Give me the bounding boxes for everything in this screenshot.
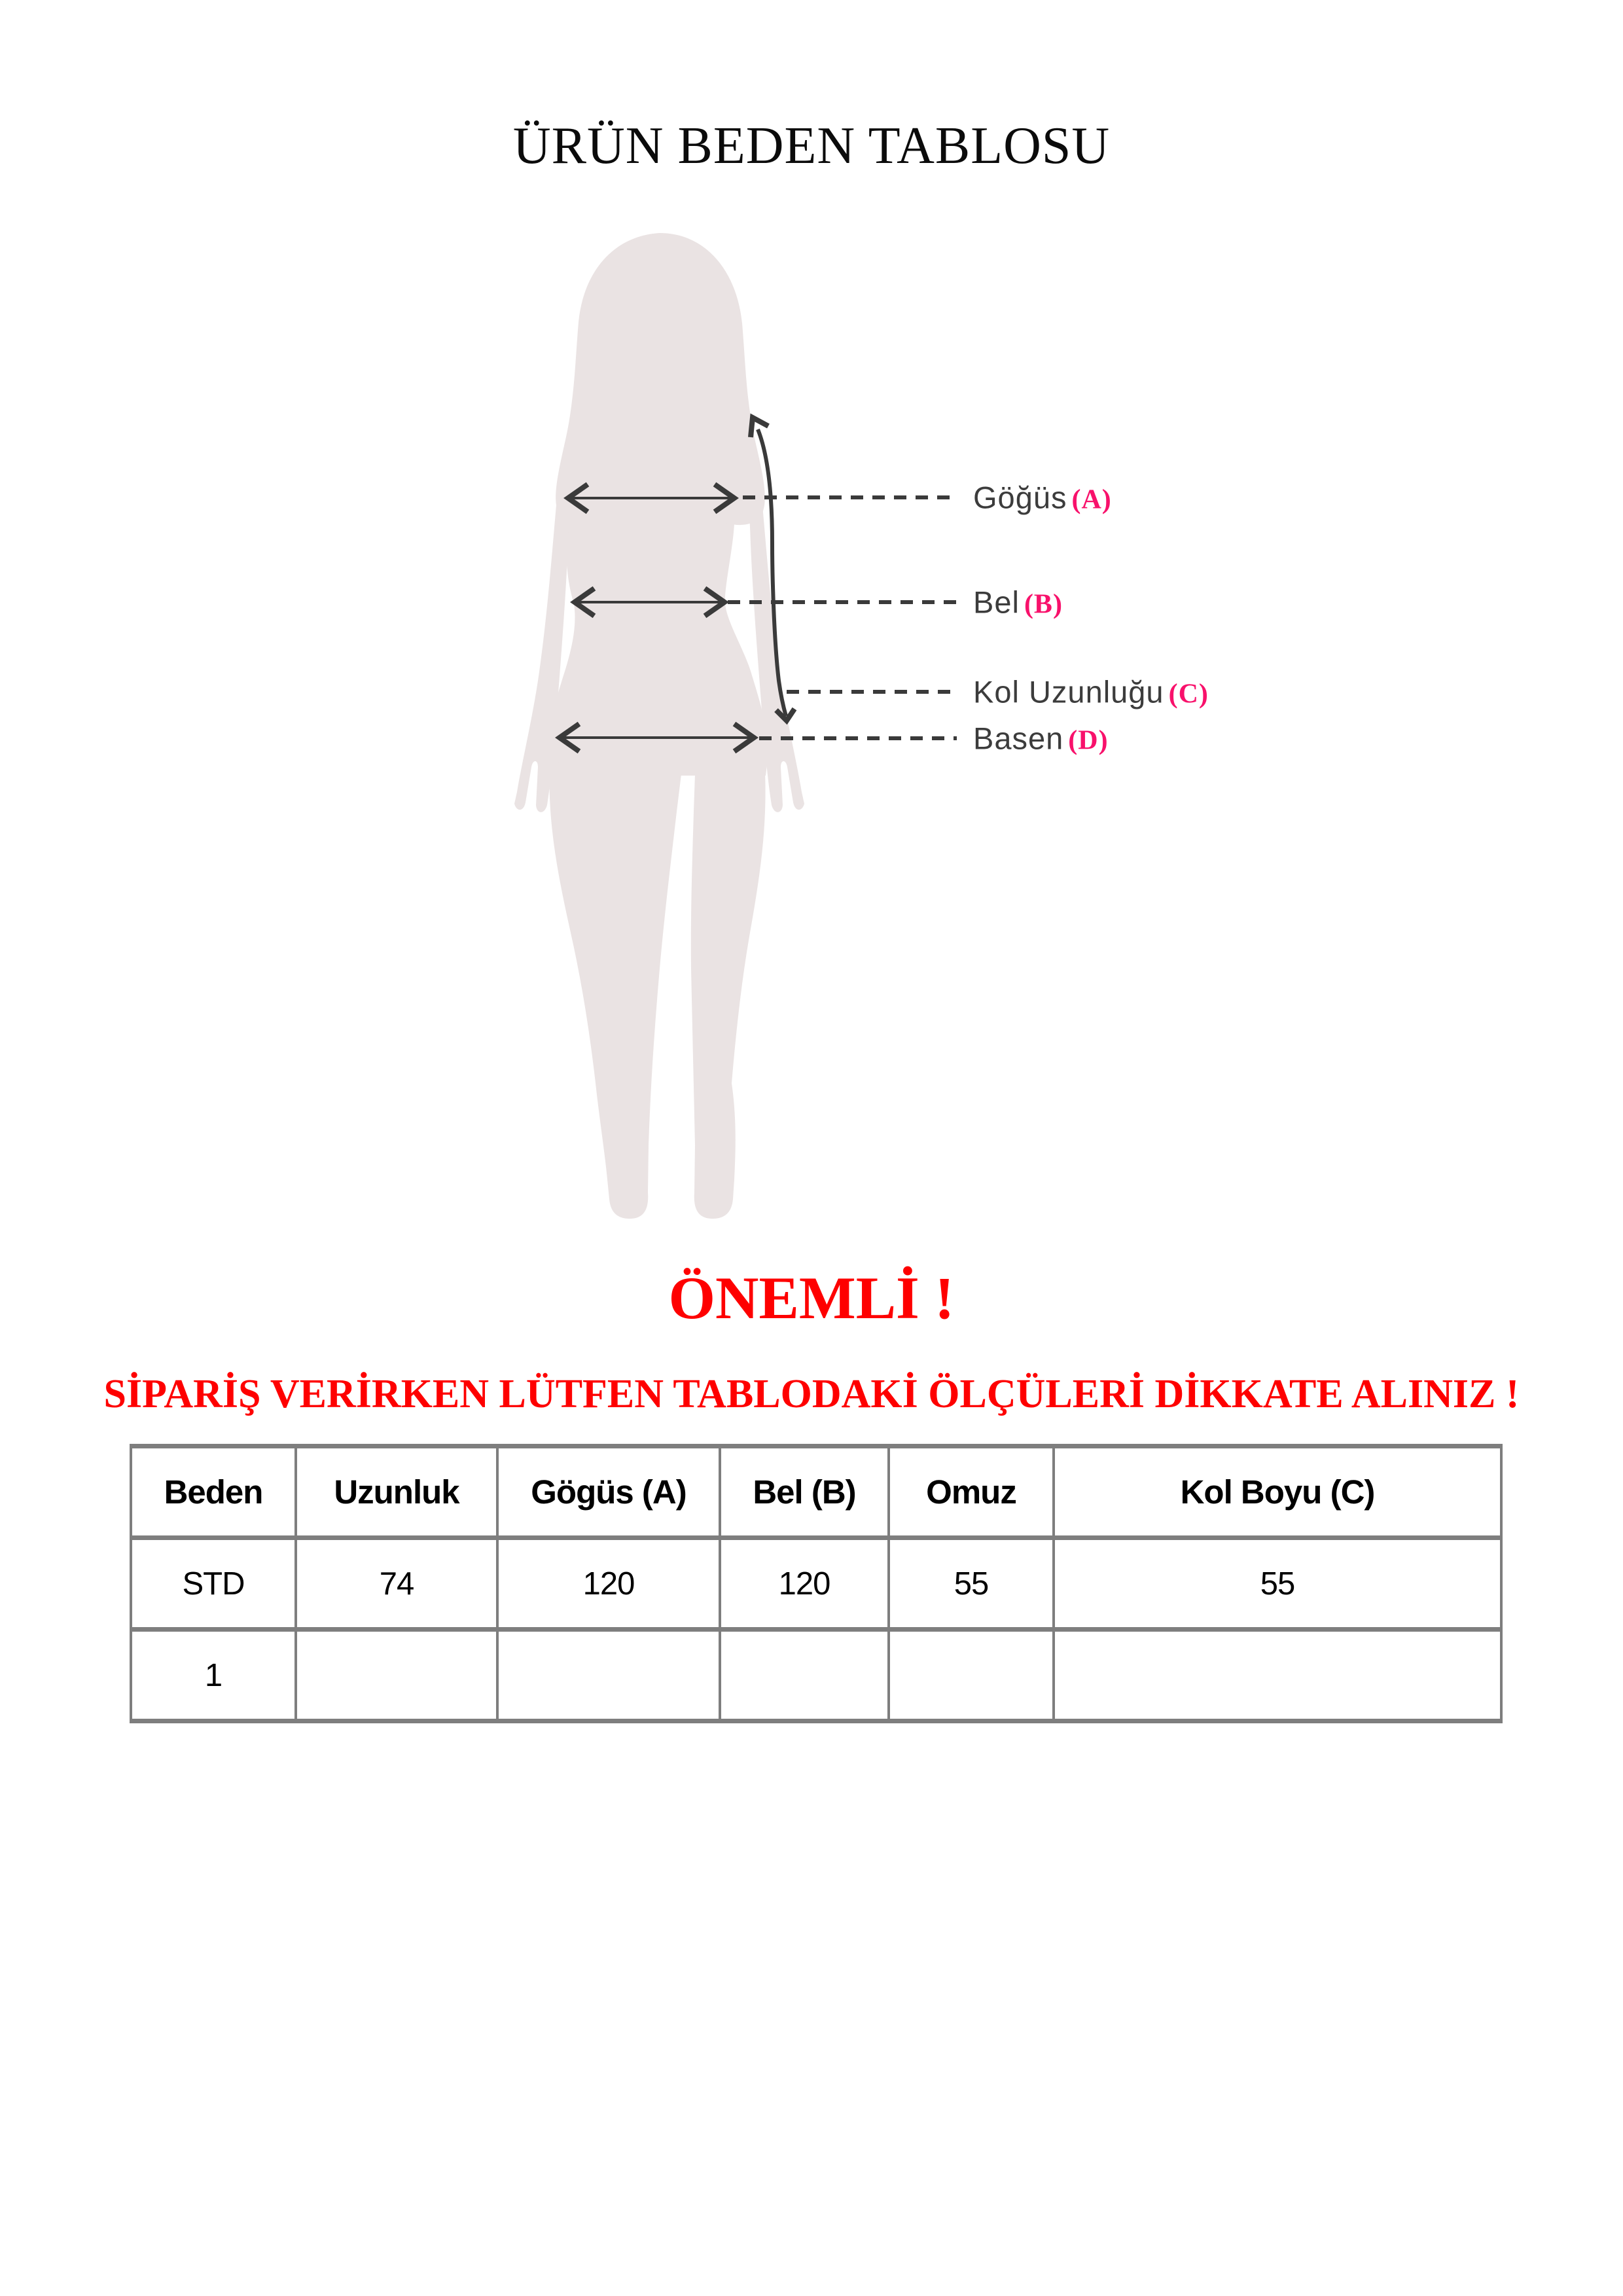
size-table-row-1	[131, 1630, 1501, 1721]
cell-1-kol-boyu	[1054, 1630, 1501, 1721]
header-uzunluk: Uzunluk	[296, 1446, 497, 1538]
header-bel: Bel (B)	[720, 1446, 889, 1538]
silhouette-hair	[556, 233, 765, 526]
important-heading: ÖNEMLİ !	[668, 1265, 955, 1331]
label-hip-text: Basen	[973, 721, 1064, 756]
label-arm-length-text: Kol Uzunluğu	[973, 674, 1164, 709]
label-waist-code: (B)	[1024, 589, 1063, 620]
cell-1-beden: 1	[131, 1630, 296, 1721]
cell-1-omuz	[889, 1630, 1054, 1721]
header-omuz: Omuz	[889, 1446, 1054, 1538]
female-silhouette	[514, 233, 804, 1219]
label-arm-length	[973, 674, 1209, 710]
page-title: ÜRÜN BEDEN TABLOSU	[512, 117, 1111, 175]
cell-1-bel	[720, 1630, 889, 1721]
label-chest-text: Göğüs	[973, 480, 1067, 515]
cell-std-bel: 120	[720, 1538, 889, 1630]
cell-1-gogus	[497, 1630, 720, 1721]
cell-std-gogus: 120	[497, 1538, 720, 1630]
size-table-row-std	[131, 1538, 1501, 1630]
label-waist	[973, 584, 1063, 620]
label-chest-code: (A)	[1071, 484, 1112, 515]
important-subheading: SİPARİŞ VERİRKEN LÜTFEN TABLODAKİ ÖLÇÜLERİ DİKKATE ALINIZ !	[103, 1372, 1520, 1416]
header-beden: Beden	[131, 1446, 296, 1538]
body-measurement-figure	[458, 216, 969, 1237]
silhouette-left-leg	[549, 759, 681, 1219]
header-gogus: Gögüs (A)	[497, 1446, 720, 1538]
silhouette-right-leg	[691, 759, 766, 1219]
header-kol-boyu: Kol Boyu (C)	[1054, 1446, 1501, 1538]
cell-std-beden: STD	[131, 1538, 296, 1630]
size-table-header-row	[131, 1446, 1501, 1538]
cell-std-kol-boyu: 55	[1054, 1538, 1501, 1630]
label-hip-code: (D)	[1068, 725, 1109, 756]
label-chest	[973, 480, 1112, 516]
cell-std-uzunluk: 74	[296, 1538, 497, 1630]
label-waist-text: Bel	[973, 584, 1020, 620]
label-arm-length-code: (C)	[1168, 679, 1209, 709]
size-table	[130, 1444, 1503, 1723]
cell-1-uzunluk	[296, 1630, 497, 1721]
label-hip	[973, 721, 1109, 757]
cell-std-omuz: 55	[889, 1538, 1054, 1630]
